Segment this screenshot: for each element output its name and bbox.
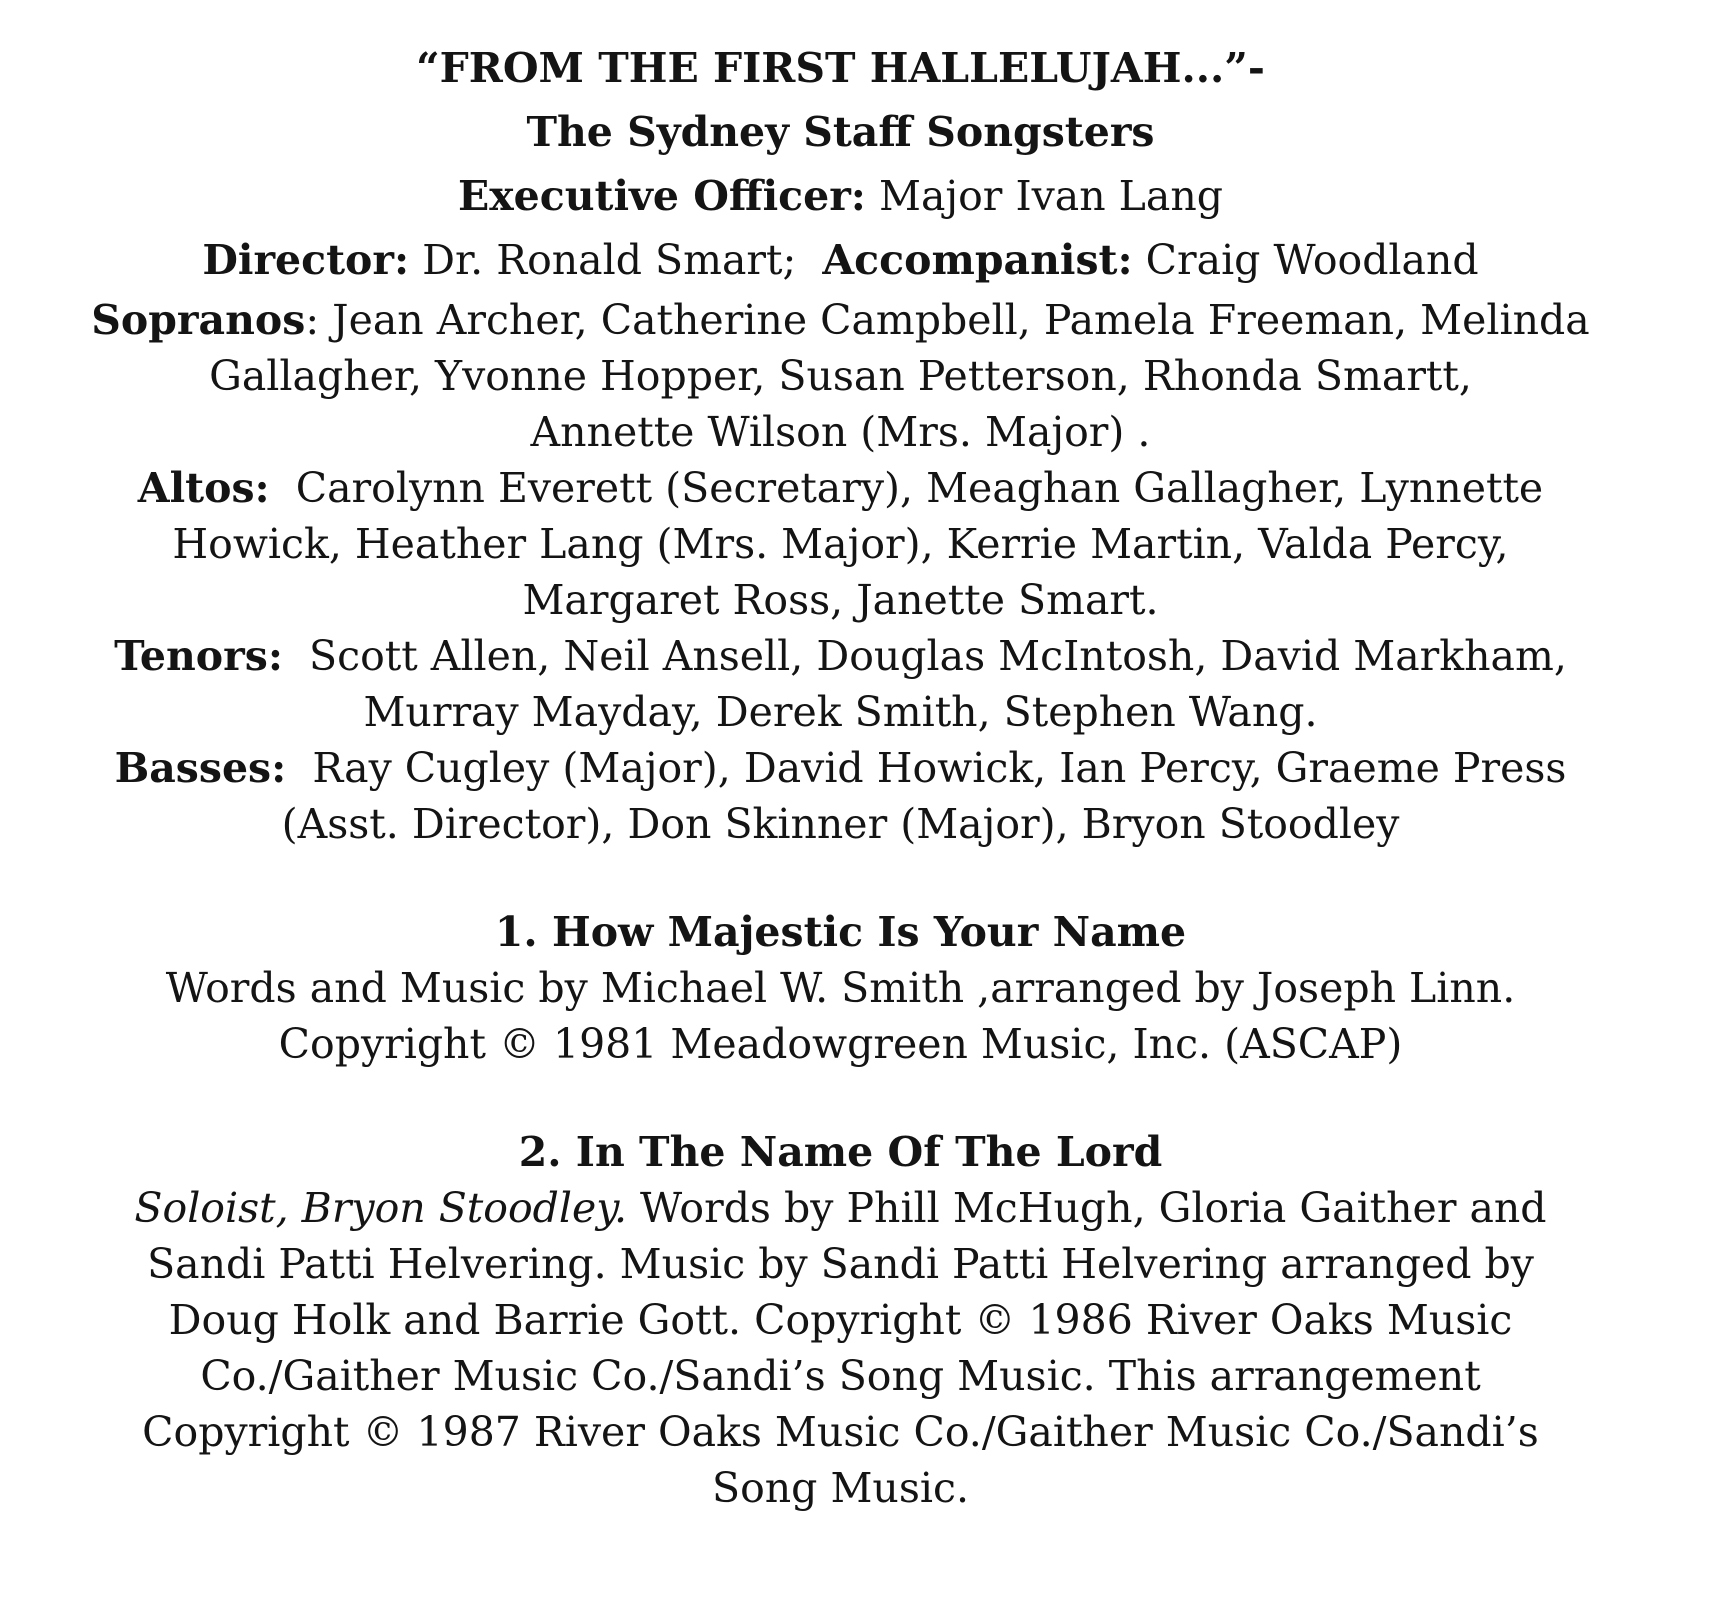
album-title: “FROM THE FIRST HALLELUJAH...”- [416,44,1265,92]
director-name: Dr. Ronald Smart; [409,236,823,284]
basses-section [60,740,1621,852]
group-name: The Sydney Staff Songsters [526,108,1155,156]
executive-officer-label: Executive Officer: [457,172,866,220]
tenors-line-1: Tenors: Scott Allen, Neil Ansell, Douglas McIntosh, David Markham, [114,632,1567,680]
song-1-line-1: Words and Music by Michael W. Smith ,arranged by Joseph Linn. [165,964,1516,1012]
song-1-line-2: Copyright © 1981 Meadowgreen Music, Inc. (ASCAP) [278,1020,1403,1068]
sopranos-section [60,292,1621,460]
tenors-line-2: Murray Mayday, Derek Smith, Stephen Wang. [363,688,1318,736]
director-accompanist-credit [60,228,1621,292]
altos-line-2: Howick, Heather Lang (Mrs. Major), Kerrie Martin, Valda Percy, [172,520,1509,568]
executive-officer-credit [60,164,1621,228]
song-2-soloist: Soloist, Bryon Stoodley. [134,1184,628,1232]
spacer [60,1072,1621,1124]
accompanist-name: Craig Woodland [1132,236,1479,284]
sopranos-line-1: Sopranos: Jean Archer, Catherine Campbell, Pamela Freeman, Melinda [91,296,1590,344]
tenors-label: Tenors: [114,632,283,680]
basses-line-1: Basses: Ray Cugley (Major), David Howick, Ian Percy, Graeme Press [114,744,1567,792]
director-label: Director: [202,236,410,284]
song-2-line-1: Soloist, Bryon Stoodley. Words by Phill McHugh, Gloria Gaither and [134,1184,1547,1232]
song-2-line-3: Doug Holk and Barrie Gott. Copyright © 1986 River Oaks Music [168,1296,1513,1344]
spacer [60,852,1621,904]
tenors-section [60,628,1621,740]
altos-line-3: Margaret Ross, Janette Smart. [522,576,1159,624]
song-2-line-6: Song Music. [712,1464,969,1512]
accompanist-label: Accompanist: [822,236,1133,284]
song-2 [60,1124,1621,1516]
altos-label: Altos: [137,464,270,512]
basses-label: Basses: [114,744,287,792]
song-2-line-2: Sandi Patti Helvering. Music by Sandi Patti Helvering arranged by [147,1240,1534,1288]
sopranos-line-3: Annette Wilson (Mrs. Major) . [530,408,1151,456]
basses-line-2: (Asst. Director), Don Skinner (Major), Bryon Stoodley [281,800,1400,848]
executive-officer-name: Major Ivan Lang [865,172,1224,220]
song-2-title: 2. In The Name Of The Lord [518,1128,1163,1176]
song-1-title: 1. How Majestic Is Your Name [494,908,1187,956]
song-2-line-4: Co./Gaither Music Co./Sandi’s Song Music. This arrangement [200,1352,1481,1400]
sopranos-line-2: Gallagher, Yvonne Hopper, Susan Petterson, Rhonda Smartt, [209,352,1472,400]
song-1 [60,904,1621,1072]
song-2-line-5: Copyright © 1987 River Oaks Music Co./Gaither Music Co./Sandi’s [142,1408,1539,1456]
altos-line-1: Altos: Carolynn Everett (Secretary), Meaghan Gallagher, Lynnette [137,464,1544,512]
altos-section [60,460,1621,628]
sopranos-label: Sopranos [91,296,306,344]
